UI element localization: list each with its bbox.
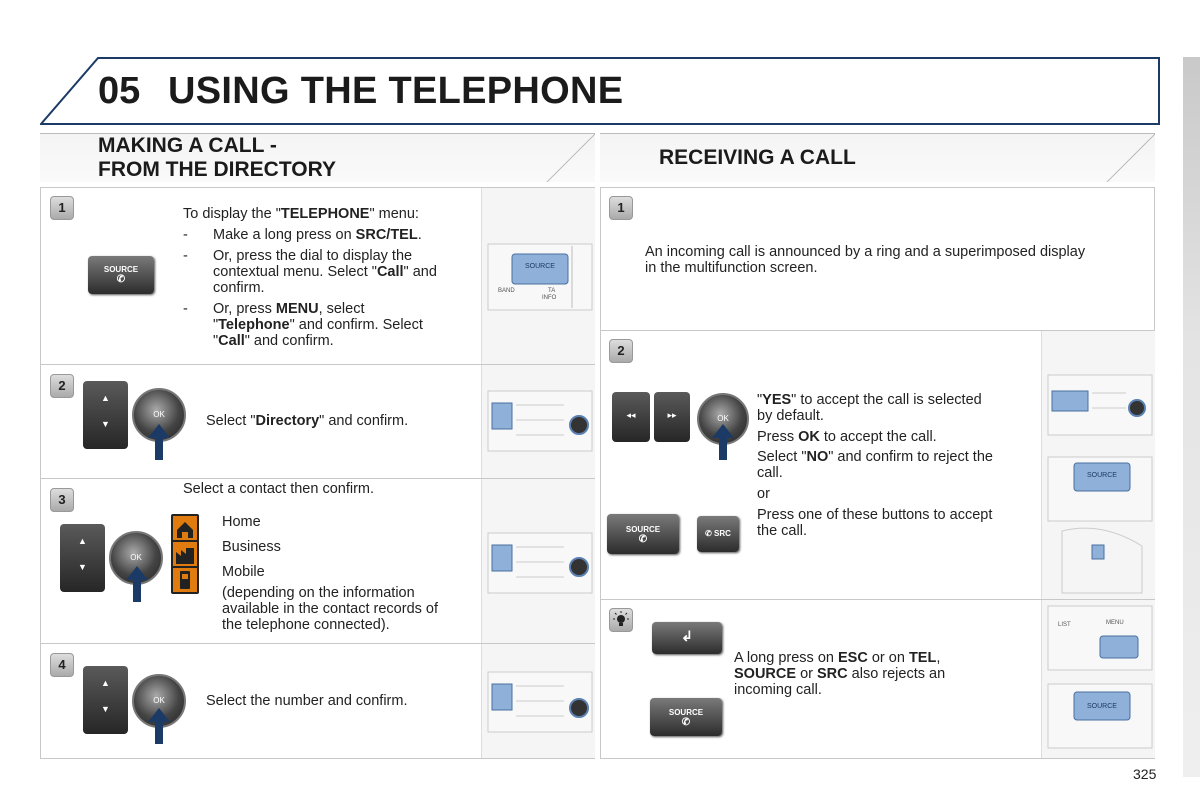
step-3-badge: 3 bbox=[50, 488, 74, 512]
step-2-panel-thumbnail bbox=[481, 365, 595, 478]
step-3-panel-thumbnail bbox=[481, 479, 595, 643]
phone-icon: ✆ bbox=[705, 529, 712, 538]
left-section-title-2: FROM THE DIRECTORY bbox=[98, 158, 337, 181]
rewind-icon: ◂◂ bbox=[626, 410, 636, 420]
tip-thumbnails bbox=[1041, 600, 1155, 758]
forward-button bbox=[654, 392, 690, 442]
contact-business-label: Business bbox=[222, 539, 281, 555]
press-arrow-icon bbox=[126, 566, 148, 607]
radio-source-label: SOURCE bbox=[525, 263, 555, 270]
press-arrow-icon bbox=[148, 424, 170, 465]
step-1-radio-thumbnail bbox=[481, 188, 595, 364]
step-1-badge: 1 bbox=[50, 196, 74, 220]
src-button: ✆ SRC bbox=[697, 516, 739, 552]
radio-band-label: BAND bbox=[498, 288, 515, 294]
arrow-down-icon: ▼ bbox=[78, 562, 87, 572]
up-down-keypad bbox=[83, 381, 128, 449]
source-button: SOURCE ✆ bbox=[650, 698, 722, 736]
right-step-2-badge: 2 bbox=[609, 339, 633, 363]
menu-label: MENU bbox=[1106, 620, 1124, 626]
ok-dial: OK bbox=[109, 531, 163, 585]
tip-text: A long press on ESC or on TEL, SOURCE or SRC also rejects an incoming call. bbox=[734, 650, 946, 698]
ok-dial: OK bbox=[132, 674, 186, 728]
source-button bbox=[88, 256, 154, 294]
step-4-panel-thumbnail bbox=[481, 644, 595, 758]
radio-source-label: SOURCE bbox=[1087, 703, 1117, 710]
right-step-1-text: An incoming call is announced by a ring and a superimposed display in the multifunction screen. bbox=[645, 244, 1086, 276]
chapter-number: 05 bbox=[98, 70, 141, 112]
press-arrow-icon bbox=[712, 424, 734, 465]
page-number: 325 bbox=[1133, 766, 1157, 782]
radio-ta-label: TA bbox=[548, 288, 556, 294]
esc-button bbox=[652, 622, 722, 654]
right-step-1-badge: 1 bbox=[609, 196, 633, 220]
radio-info-label: INFO bbox=[542, 295, 557, 301]
arrow-down-icon: ▼ bbox=[101, 704, 110, 714]
source-button-label: SOURCE bbox=[103, 265, 139, 274]
step-2-badge: 2 bbox=[50, 374, 74, 398]
ok-dial: OK bbox=[697, 393, 749, 445]
back-icon: ↲ bbox=[681, 628, 693, 644]
arrow-down-icon: ▼ bbox=[101, 419, 110, 429]
right-step-2-text: "YES" to accept the call is selected by default. Press OK to accept the call. Select "NO" and confirm to reject the call. or Press one of these buttons to accept the call. bbox=[757, 392, 993, 539]
up-down-keypad bbox=[83, 666, 128, 734]
side-tab-strip bbox=[1183, 57, 1200, 777]
arrow-up-icon: ▲ bbox=[101, 678, 110, 688]
step-4-badge: 4 bbox=[50, 653, 74, 677]
radio-source-label: SOURCE bbox=[1087, 472, 1117, 479]
contact-home-label: Home bbox=[222, 514, 261, 530]
up-down-keypad bbox=[60, 524, 105, 592]
left-section-title-1: MAKING A CALL - bbox=[98, 134, 277, 157]
step-1-text: To display the "TELEPHONE" menu: - Make a long press on SRC/TEL. - Or, press the dial to display the contextual menu. Select "Call" and confirm. - Or, press MENU, select "Telephone" and confirm. Select "Call" and confirm. bbox=[183, 206, 437, 349]
contact-type-icons bbox=[171, 514, 199, 594]
rewind-button bbox=[612, 392, 650, 442]
phone-icon: ✆ bbox=[681, 717, 691, 728]
contact-note: (depending on the information available in the contact records of the telephone connected). bbox=[222, 585, 439, 633]
arrow-up-icon: ▲ bbox=[101, 393, 110, 403]
chapter-title: USING THE TELEPHONE bbox=[168, 70, 624, 112]
right-step-2-thumbnails bbox=[1041, 331, 1155, 599]
right-section-title: RECEIVING A CALL bbox=[659, 146, 856, 169]
source-button: SOURCE ✆ bbox=[607, 514, 679, 554]
lightbulb-icon bbox=[609, 608, 633, 632]
arrow-up-icon: ▲ bbox=[78, 536, 87, 546]
ok-dial: OK bbox=[132, 388, 186, 442]
phone-icon: ✆ bbox=[116, 274, 126, 285]
list-label: LIST bbox=[1058, 622, 1071, 628]
press-arrow-icon bbox=[148, 708, 170, 749]
contact-mobile-label: Mobile bbox=[222, 564, 265, 580]
forward-icon: ▸▸ bbox=[667, 410, 677, 420]
phone-icon: ✆ bbox=[638, 534, 648, 545]
step-4-text: Select the number and confirm. bbox=[206, 693, 408, 709]
step-2-text: Select "Directory" and confirm. bbox=[206, 413, 409, 429]
step-3-text: Select a contact then confirm. bbox=[183, 481, 375, 497]
